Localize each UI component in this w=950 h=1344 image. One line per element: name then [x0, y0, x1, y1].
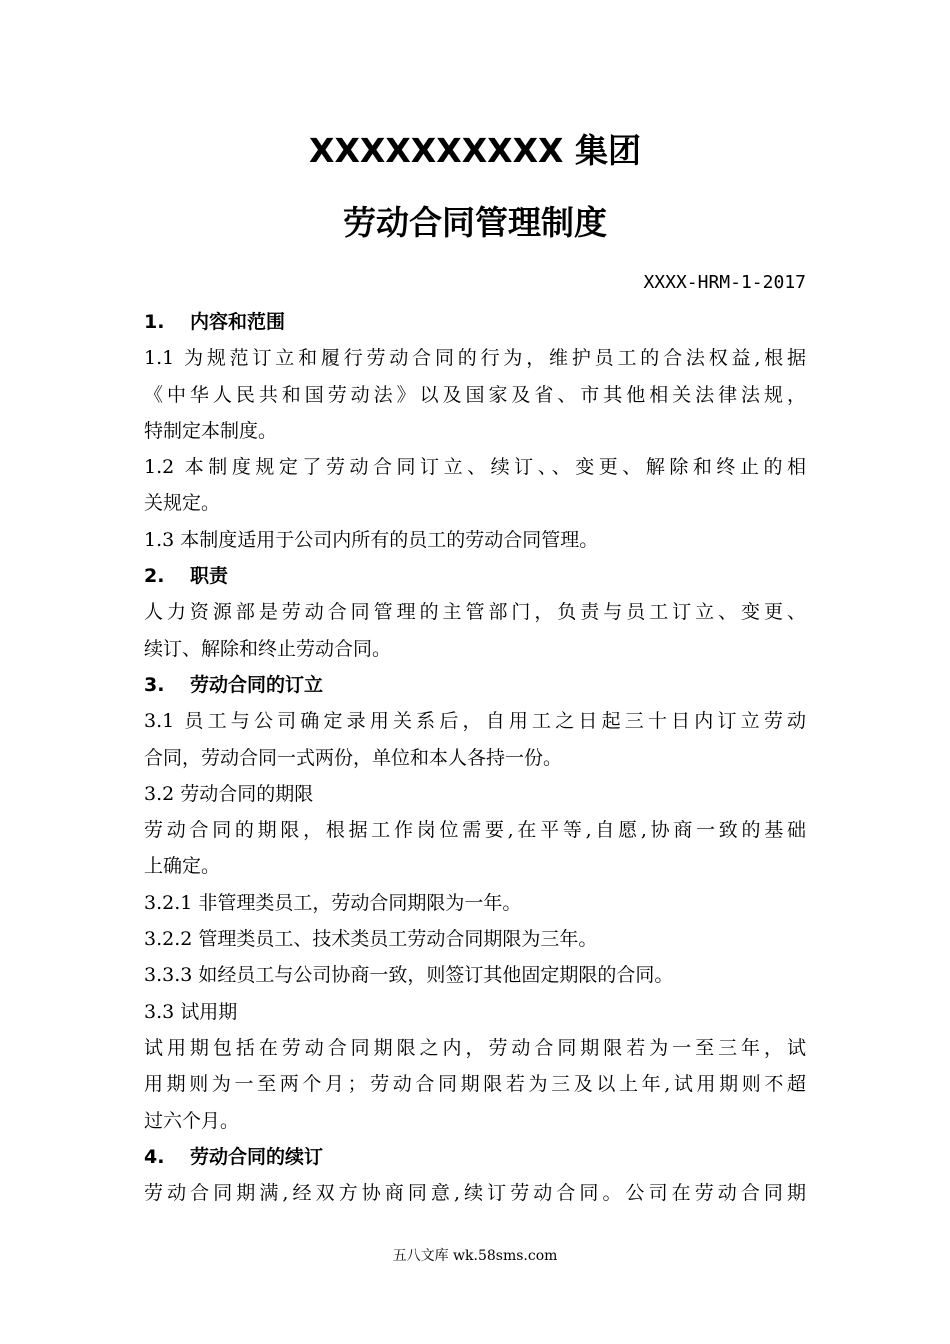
- paragraph-line: 人力资源部是劳动合同管理的主管部门，负责与员工订立、变更、: [144, 601, 806, 624]
- paragraph-line: 1.3 本制度适用于公司内所有的员工的劳动合同管理。: [144, 528, 599, 551]
- section-title: 内容和范围: [190, 311, 286, 333]
- paragraph-line: 劳动合同期满,经双方协商同意,续订劳动合同。公司在劳动合同期: [144, 1182, 806, 1205]
- section-number: 2.: [144, 565, 165, 588]
- paragraph-line: 劳动合同的期限，根据工作岗位需要,在平等,自愿,协商一致的基础: [144, 819, 806, 842]
- paragraph-line: 试用期包括在劳动合同期限之内，劳动合同期限若为一至三年，试: [144, 1036, 806, 1059]
- page-footer: 五八文库 wk.58sms.com: [392, 1248, 558, 1264]
- paragraph-line: 3.1 员工与公司确定录用关系后，自用工之日起三十日内订立劳动: [144, 710, 806, 733]
- paragraph-line: 1.1 为规范订立和履行劳动合同的行为，维护员工的合法权益,根据: [144, 347, 806, 370]
- document-title-company: XXXXXXXXXX 集团: [309, 131, 641, 170]
- paragraph-line: 3.2.1 非管理类员工，劳动合同期限为一年。: [144, 891, 522, 914]
- paragraph-line: 关规定。: [144, 492, 221, 515]
- subsection-title: 3.2 劳动合同的期限: [144, 782, 314, 805]
- paragraph-line: 用期则为一至两个月；劳动合同期限若为三及以上年,试用期则不超: [144, 1073, 806, 1096]
- section-title: 劳动合同的订立: [190, 673, 324, 696]
- paragraph-line: 3.2.2 管理类员工、技术类员工劳动合同期限为三年。: [144, 928, 598, 951]
- section-2-heading: [144, 558, 806, 594]
- document-body: [144, 304, 806, 1211]
- section-number: 3.: [144, 673, 165, 696]
- subsection-title: 3.3 试用期: [144, 1000, 238, 1023]
- document-title: 劳动合同管理制度: [343, 203, 607, 242]
- paragraph-line: 《中华人民共和国劳动法》以及国家及省、市其他相关法律法规，: [144, 383, 806, 406]
- section-title: 职责: [190, 565, 229, 588]
- paragraph-line: 续订、解除和终止劳动合同。: [144, 637, 392, 660]
- section-4-heading: [144, 1139, 806, 1175]
- paragraph-line: 特制定本制度。: [144, 419, 278, 442]
- paragraph-line: 1.2 本制度规定了劳动合同订立、续订、、变更、解除和终止的相: [144, 456, 806, 479]
- section-1-heading: [144, 304, 806, 340]
- document-number: XXXX-HRM-1-2017: [643, 272, 806, 293]
- section-3-heading: [144, 667, 806, 703]
- paragraph-line: 3.3.3 如经员工与公司协商一致，则签订其他固定期限的合同。: [144, 964, 674, 987]
- section-number: 4.: [144, 1145, 165, 1168]
- section-number: 1.: [144, 311, 165, 333]
- section-title: 劳动合同的续订: [190, 1145, 324, 1168]
- paragraph-line: 过六个月。: [144, 1109, 240, 1132]
- paragraph-line: 上确定。: [144, 855, 221, 878]
- paragraph-line: 合同，劳动合同一式两份，单位和本人各持一份。: [144, 746, 563, 769]
